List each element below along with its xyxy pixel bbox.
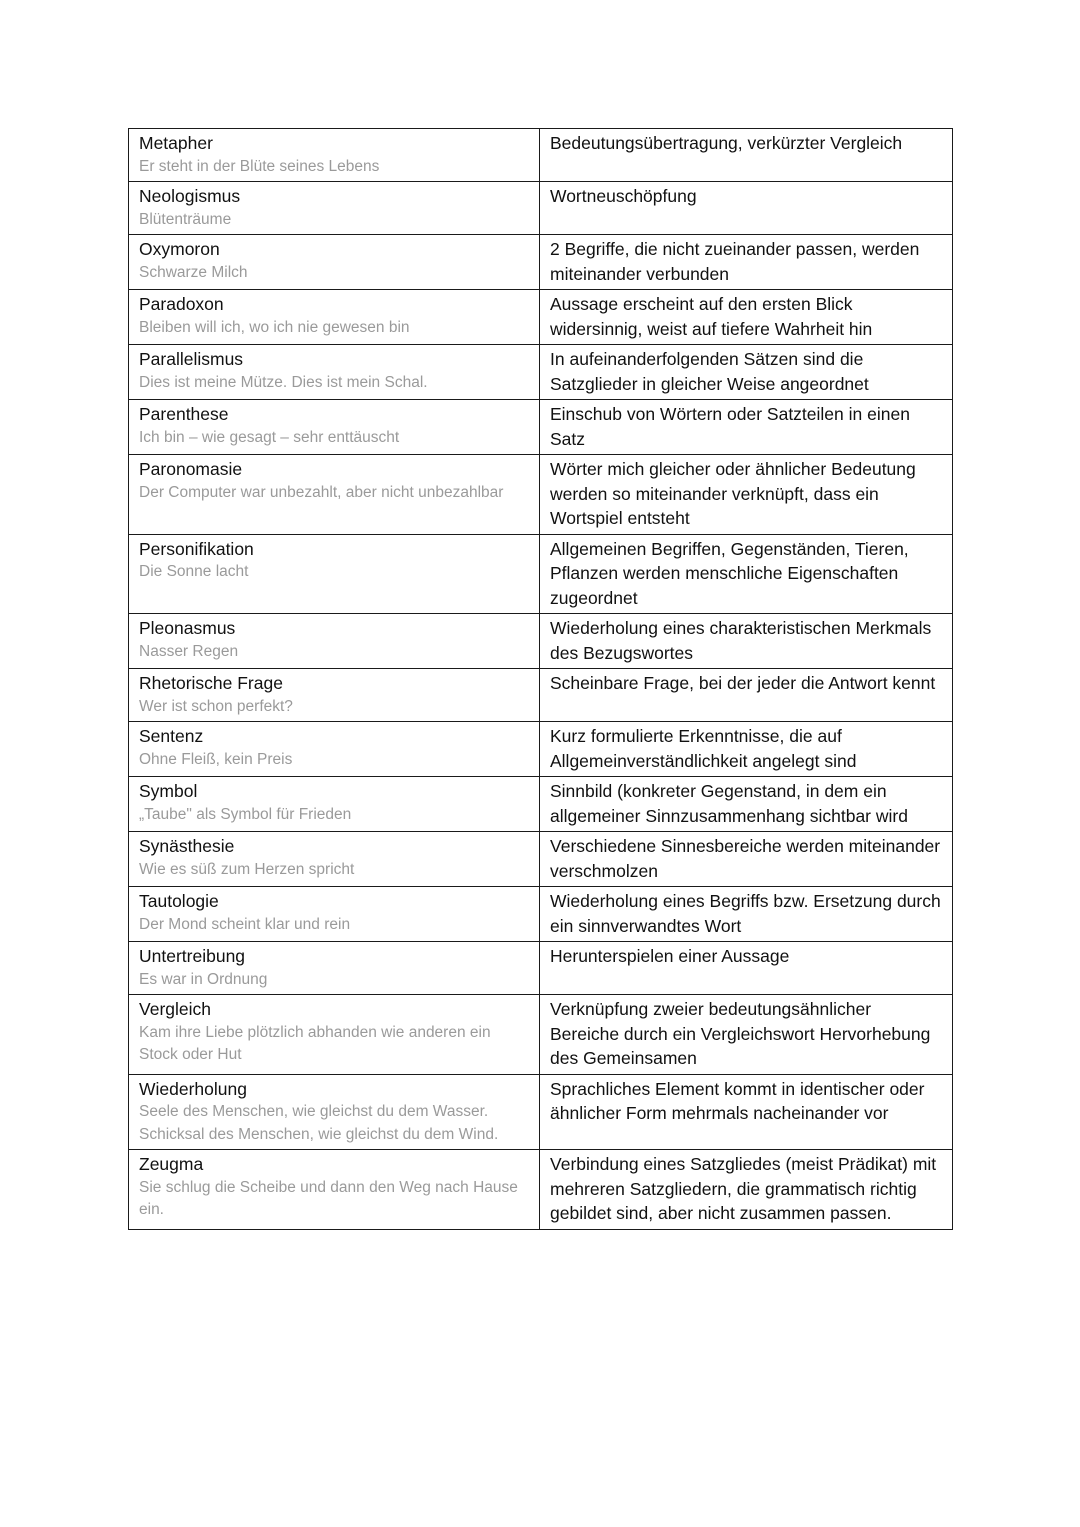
term-example: „Taube" als Symbol für Frieden [139, 805, 352, 823]
term-cell [129, 235, 540, 290]
term-example: Wer ist schon perfekt? [139, 697, 293, 715]
term-definition: Scheinbare Frage, bei der jeder die Antwort kennt [550, 673, 936, 693]
term-definition: Verbindung eines Satzgliedes (meist Prädikat) mit mehreren Satzgliedern, die grammatisch richtig gebildet sind, aber nicht zusammen passen. [550, 1154, 937, 1223]
term-name: Oxymoron [139, 239, 220, 259]
term-definition: 2 Begriffe, die nicht zueinander passen, werden miteinander verbunden [550, 239, 920, 284]
term-example: Ohne Fleiß, kein Preis [139, 750, 293, 768]
definition-cell [540, 777, 953, 832]
term-cell [129, 995, 540, 1075]
term-example: Blütenträume [139, 210, 232, 228]
term-example: Wie es süß zum Herzen spricht [139, 860, 355, 878]
term-example: Nasser Regen [139, 642, 239, 660]
term-example: Ich bin – wie gesagt – sehr enttäuscht [139, 428, 400, 446]
table-row [129, 235, 953, 290]
term-definition: Sinnbild (konkreter Gegenstand, in dem ein allgemeiner Sinnzusammenhang sichtbar wird [550, 781, 908, 826]
term-name: Personifikation [139, 538, 254, 559]
definition-cell [540, 182, 953, 235]
term-cell [129, 777, 540, 832]
term-cell [129, 887, 540, 942]
term-cell [129, 400, 540, 455]
term-example: Kam ihre Liebe plötzlich abhanden wie anderen ein Stock oder Hut [139, 1023, 491, 1063]
definition-cell [540, 129, 953, 182]
term-definition: Wiederholung eines charakteristischen Merkmals des Bezugswortes [550, 618, 932, 663]
definition-cell [540, 1150, 953, 1230]
term-example: Sie schlug die Scheibe und dann den Weg nach Hause ein. [139, 1178, 518, 1218]
term-name: Parenthese [139, 404, 229, 424]
term-example: Dies ist meine Mütze. Dies ist mein Schal. [139, 373, 428, 391]
table-row [129, 1074, 953, 1150]
term-example: Schwarze Milch [139, 263, 248, 281]
definition-cell [540, 995, 953, 1075]
term-name: Metapher [139, 133, 213, 153]
term-name: Tautologie [139, 891, 219, 911]
table-row [129, 669, 953, 722]
table-row [129, 534, 953, 614]
stylistic-devices-table [128, 128, 953, 1230]
table-row [129, 290, 953, 345]
term-definition: Verschiedene Sinnesbereiche werden miteinander verschmolzen [550, 836, 941, 881]
term-name: Pleonasmus [139, 618, 236, 638]
definition-cell [540, 455, 953, 535]
table-row [129, 995, 953, 1075]
term-cell [129, 455, 540, 535]
definition-cell [540, 534, 953, 614]
term-name: Neologismus [139, 186, 241, 206]
term-definition: Allgemeinen Begriffen, Gegenständen, Tieren, Pflanzen werden menschliche Eigenschaften zugeordnet [550, 538, 909, 608]
table-row [129, 832, 953, 887]
table-row [129, 614, 953, 669]
term-cell [129, 832, 540, 887]
term-definition: Einschub von Wörtern oder Satzteilen in einen Satz [550, 404, 910, 449]
table-row [129, 722, 953, 777]
table-row [129, 887, 953, 942]
term-name: Synästhesie [139, 836, 235, 856]
term-definition: Sprachliches Element kommt in identischer oder ähnlicher Form mehrmals nacheinander vor [550, 1078, 925, 1123]
definition-cell [540, 235, 953, 290]
term-cell [129, 722, 540, 777]
term-name: Zeugma [139, 1154, 204, 1174]
term-cell [129, 614, 540, 669]
table-row [129, 1150, 953, 1230]
term-cell [129, 290, 540, 345]
table-row [129, 777, 953, 832]
term-name: Rhetorische Frage [139, 673, 283, 693]
term-name: Wiederholung [139, 1078, 247, 1099]
table-row [129, 345, 953, 400]
term-example: Seele des Menschen, wie gleichst du dem Wasser. Schicksal des Menschen, wie gleichst du dem Wind. [139, 1103, 499, 1143]
definition-cell [540, 614, 953, 669]
term-cell [129, 669, 540, 722]
term-definition: Herunterspielen einer Aussage [550, 946, 790, 966]
term-example: Bleiben will ich, wo ich nie gewesen bin [139, 318, 410, 336]
term-definition: Wiederholung eines Begriffs bzw. Ersetzung durch ein sinnverwandtes Wort [550, 891, 941, 936]
term-example: Die Sonne lacht [139, 563, 249, 580]
definition-cell [540, 832, 953, 887]
term-definition: Wortneuschöpfung [550, 186, 697, 206]
term-name: Sentenz [139, 726, 204, 746]
term-cell [129, 534, 540, 614]
term-name: Paronomasie [139, 459, 243, 479]
definition-cell [540, 290, 953, 345]
table-row [129, 400, 953, 455]
term-definition: Bedeutungsübertragung, verkürzter Vergleich [550, 133, 903, 153]
table-row [129, 129, 953, 182]
table-row [129, 182, 953, 235]
term-cell [129, 1074, 540, 1150]
term-definition: In aufeinanderfolgenden Sätzen sind die Satzglieder in gleicher Weise angeordnet [550, 349, 869, 394]
term-name: Parallelismus [139, 349, 244, 369]
term-example: Es war in Ordnung [139, 970, 268, 988]
term-cell [129, 182, 540, 235]
term-cell [129, 345, 540, 400]
term-example: Der Computer war unbezahlt, aber nicht unbezahlbar [139, 483, 504, 501]
definition-cell [540, 942, 953, 995]
definition-cell [540, 400, 953, 455]
term-cell [129, 1150, 540, 1230]
term-name: Untertreibung [139, 946, 246, 966]
term-definition: Kurz formulierte Erkenntnisse, die auf Allgemeinverständlichkeit angelegt sind [550, 726, 857, 771]
table-row [129, 942, 953, 995]
definition-cell [540, 887, 953, 942]
definition-cell [540, 722, 953, 777]
definition-cell [540, 345, 953, 400]
term-name: Symbol [139, 781, 198, 801]
term-example: Der Mond scheint klar und rein [139, 915, 351, 933]
table-row [129, 455, 953, 535]
term-example: Er steht in der Blüte seines Lebens [139, 157, 380, 175]
term-cell [129, 942, 540, 995]
term-definition: Aussage erscheint auf den ersten Blick widersinnig, weist auf tiefere Wahrheit hin [550, 294, 873, 339]
term-definition: Verknüpfung zweier bedeutungsähnlicher Bereiche durch ein Vergleichswort Hervorhebung des Gemeinsamen [550, 999, 931, 1068]
table-body [129, 129, 953, 1230]
term-definition: Wörter mich gleicher oder ähnlicher Bedeutung werden so miteinander verknüpft, dass ein Wortspiel entsteht [550, 459, 916, 528]
term-cell [129, 129, 540, 182]
definition-cell [540, 669, 953, 722]
definition-cell [540, 1074, 953, 1150]
term-name: Paradoxon [139, 294, 224, 314]
term-name: Vergleich [139, 999, 211, 1019]
